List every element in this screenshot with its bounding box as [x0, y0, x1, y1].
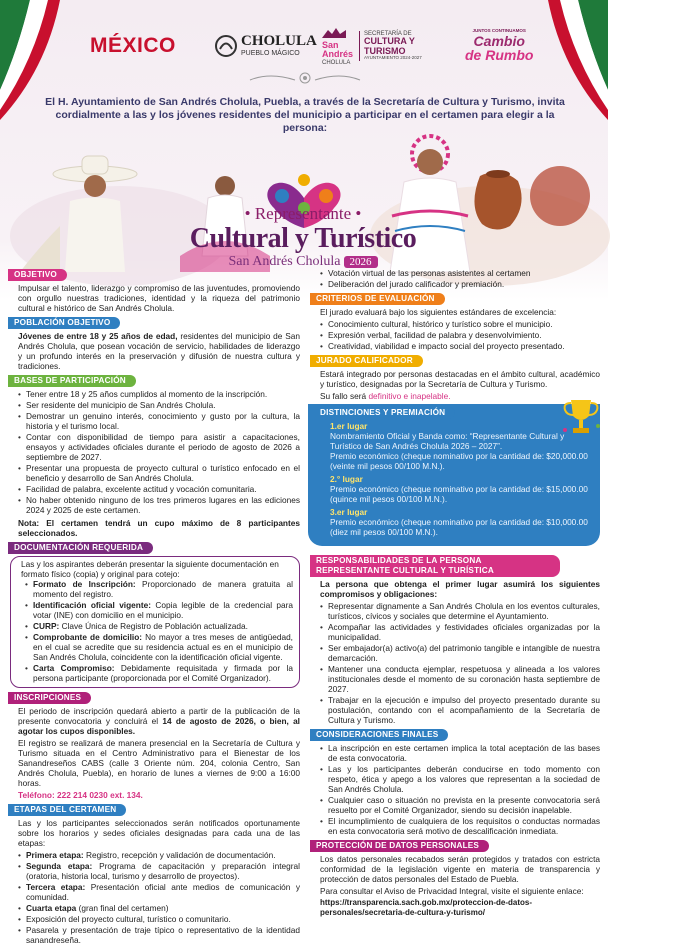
list-item: • Ser residente del municipio de San Andrés Cholula. [18, 400, 300, 410]
list-item [18, 903, 300, 913]
objetivo-header: OBJETIVO [8, 269, 67, 281]
etapa-key: Cuarta etapa [26, 903, 77, 913]
secretaria-logo-line4: AYUNTAMIENTO 2024-2027 [364, 55, 422, 61]
objetivo-section [8, 268, 300, 313]
datos-text: Los datos personales recabados serán protegidos y tratados con estricta conformidad de la legislación vigente en materia de transparencia y protección de datos personales del Estado de Puebla. [320, 854, 600, 884]
etapa-value: (gran final del certamen) [76, 903, 169, 913]
title-block [168, 204, 438, 270]
left-column [8, 268, 300, 948]
list-item: • No haber obtenido ninguno de los tres primeros lugares en las ediciones 2024 y 2025 de este certamen. [18, 495, 300, 515]
san-andres-emblem-icon [322, 26, 346, 38]
responsabilidades-section [310, 554, 600, 725]
objetivo-text: Impulsar el talento, liderazgo y compromiso de las juventudes, promoviendo con orgullo nuestras tradiciones, identidad y la riqueza del patrimonio cultural e histórico de San Andrés Cholula. [18, 283, 300, 313]
poblacion-section [8, 316, 300, 371]
list-item: • Trabajar en la ejecución e impulso del proyecto presentado durante su postulación, contando con el acompañamiento de la Secretaría de Cultura y Turismo. [320, 695, 600, 725]
consideraciones-header: CONSIDERACIONES FINALES [310, 729, 448, 741]
documentacion-header: DOCUMENTACIÓN REQUERIDA [8, 542, 153, 554]
cambio-logo-line2: Cambio [473, 32, 525, 49]
list-item [25, 579, 293, 599]
doc-item-key: Comprobante de domicilio: [33, 632, 143, 642]
list-item [18, 850, 300, 860]
secretaria-logo-line1: SECRETARÍA DE [364, 31, 412, 38]
title-year-badge: 2026 [344, 256, 378, 268]
title-top-line: • Representante • [244, 204, 362, 223]
prize-place: 3.er lugar [330, 507, 368, 517]
ornament-divider-icon [250, 66, 360, 90]
inscripciones-p1-text: El periodo de inscripción quedará abierto a partir de la publicación de la presente convocatoria y concluirá el [18, 706, 300, 726]
documentacion-section [8, 541, 300, 688]
title-main-line: Cultural y Turístico [189, 223, 417, 254]
poblacion-text [8, 331, 300, 371]
list-item: • La inscripción en este certamen implica la total aceptación de las bases de esta convocatoria. [320, 743, 600, 763]
etapas-intro: Las y los participantes seleccionados serán notificados oportunamente sobre los horarios y sedes oficiales designadas para cada una de las etapas: [18, 818, 300, 848]
list-item: • Expresión verbal, facilidad de palabra y desenvolvimiento. [320, 330, 600, 340]
datos-header: PROTECCIÓN DE DATOS PERSONALES [310, 840, 489, 852]
distinciones-section [308, 404, 600, 546]
criterios-header: CRITERIOS DE EVALUACIÓN [310, 293, 445, 305]
doc-item-value: Proporcionado de manera gratuita al momento del registro. [33, 579, 293, 599]
criterios-list [320, 319, 600, 351]
prize-second [330, 474, 592, 504]
inscripciones-header: INSCRIPCIONES [8, 692, 91, 704]
list-item: • Tener entre 18 y 25 años cumplidos al momento de la inscripción. [18, 389, 300, 399]
doc-item-key: CURP: [33, 621, 60, 631]
secretaria-logo-line2: CULTURA Y [364, 36, 415, 47]
list-item [25, 632, 293, 662]
poblacion-header: POBLACIÓN OBJETIVO [8, 317, 120, 329]
cholula-logo-subtitle: PUEBLO MÁGICO [241, 50, 300, 58]
list-item: • Creatividad, viabilidad e impacto social del proyecto presentado. [320, 341, 600, 351]
intro-text: El H. Ayuntamiento de San Andrés Cholula, Puebla, a través de la Secretaría de Cultura y Turismo, invita cordialmente a las y los jóvenes residentes del municipio a participar en el certamen para elegir a la persona: [45, 96, 565, 134]
etapa-value: Programa de capacitación y preparación integral (oratoria, historia local, turismo y desarrollo de proyectos). [26, 861, 301, 881]
list-item [25, 621, 293, 631]
cambio-de-rumbo-logo [465, 26, 533, 66]
san-andres-logo-line2: Andrés [322, 49, 354, 60]
documentacion-list [21, 579, 293, 683]
doc-item-value: Copia legible de la credencial para votar (INE) con domicilio en el municipio. [33, 600, 294, 620]
prize-description: Nombramiento Oficial y Banda como: “Representante Cultural y Turístico de San Andrés Cholula 2026 – 2027”. [330, 431, 565, 451]
consideraciones-section [310, 728, 600, 836]
cambio-logo-line3: de Rumbo [465, 47, 534, 64]
doc-item-value: Clave Única de Registro de Población actualizada. [59, 621, 248, 631]
responsabilidades-list [320, 601, 600, 725]
jurado-text2-emphasis: definitivo e inapelable. [368, 391, 451, 401]
etapa-value: Registro, recepción y validación de documentación. [83, 850, 276, 860]
list-item: • El incumplimiento de cualquiera de los requisitos o conductas normadas en esta convocatoria será motivo de descalificación inmediata. [320, 816, 600, 836]
list-item: • Deliberación del jurado calificador y premiación. [320, 279, 600, 289]
list-item [18, 861, 300, 881]
list-item: • Votación virtual de las personas asistentes al certamen [320, 268, 600, 278]
prize-third [330, 507, 592, 537]
list-item [25, 663, 293, 683]
trophy-icon [560, 396, 602, 440]
san-andres-logo [322, 26, 422, 66]
list-item: • Acompañar las actividades y festividades oficiales organizadas por la municipalidad. [320, 622, 600, 642]
consideraciones-list [320, 743, 600, 836]
title-municipality: San Andrés Cholula [228, 254, 341, 269]
bases-note: Nota: El certamen tendrá un cupo máximo de 8 participantes seleccionados. [18, 518, 300, 538]
mexico-logo [90, 26, 176, 66]
cholula-logo [214, 26, 317, 66]
inscripciones-phone: Teléfono: 222 214 0230 ext. 134. [18, 790, 143, 800]
list-item: • Representar dignamente a San Andrés Cholula en los eventos culturales, turísticos, cívicos y sociales que determine el Ayuntamiento. [320, 601, 600, 621]
list-item [25, 600, 293, 620]
etapa-value: Presentación oficial ante medios de comunicación y comunidad. [26, 882, 300, 902]
poblacion-bold-text: Jóvenes de entre 18 y 25 años de edad, [18, 331, 178, 341]
prize-amount: Premio económico (cheque nominativo por la cantidad de: $15,000.00 (quince mil pesos 00/100 M.N.). [330, 484, 588, 504]
jurado-text2-start: Su fallo será [320, 391, 369, 401]
jurado-text2 [320, 391, 600, 401]
privacy-link[interactable]: https://transparencia.sach.gob.mx/proteccion-de-datos-personales/secretaria-de-cultura-y-turismo/ [320, 898, 533, 917]
cambio-logo-line1: JUNTOS CONTINUAMOS [472, 27, 526, 33]
prize-first [330, 421, 592, 471]
jurado-header: JURADO CALIFICADOR [310, 355, 423, 367]
list-item: • Cualquier caso o situación no prevista en la presente convocatoria será resuelto por el Comité Organizador, siendo su decisión inapelable. [320, 795, 600, 815]
mexico-logo-text: MÉXICO [90, 34, 176, 57]
list-item: • Mantener una conducta ejemplar, respetuosa y alineada a los valores institucionales desde el momento de su coronación hasta septiembre de 2027. [320, 664, 600, 694]
datos-section [310, 839, 600, 918]
cholula-logo-title: CHOLULA [241, 33, 317, 50]
documentacion-intro: Las y los aspirantes deberán presentar la siguiente documentación en formato físico (copia) y original para cotejo: [21, 559, 279, 579]
prize-amount: Premio económico (cheque nominativo por la cantidad de: $10,000.00 (diez mil pesos 00/100 M.N.). [330, 517, 588, 537]
responsabilidades-header: RESPONSABILIDADES DE LA PERSONA REPRESENTANTE CULTURAL Y TURÍSTICA [310, 555, 560, 577]
bases-section [8, 374, 300, 538]
criterios-intro: El jurado evaluará bajo los siguientes estándares de excelencia: [320, 307, 557, 317]
criterios-section [310, 292, 600, 351]
san-andres-logo-line1: San [322, 39, 339, 50]
doc-item-key: Identificación oficial vigente: [33, 600, 152, 610]
bases-header: BASES DE PARTICIPACIÓN [8, 375, 136, 387]
right-column [310, 268, 600, 921]
distinciones-header: DISTINCIONES Y PREMIACIÓN [320, 407, 455, 419]
etapa-key: Tercera etapa: [26, 882, 86, 892]
jurado-text: Estará integrado por personas destacadas en el ámbito cultural, académico y turístico, designadas por la Secretaría de Cultura y Turismo. [320, 369, 600, 389]
etapa-key: Segunda etapa: [26, 861, 93, 871]
etapa-key: Primera etapa: [26, 850, 84, 860]
prize-place: 2.° lugar [330, 474, 363, 484]
prize-amount: Premio económico (cheque nominativo por la cantidad de: $20,000.00 (veinte mil pesos 00/100 M.N.). [330, 451, 588, 471]
logo-bar [90, 26, 538, 66]
list-item [18, 882, 300, 902]
inscripciones-p1-date: 14 de agosto de 2026, o bien, al agotar los cupos disponibles. [18, 716, 300, 736]
inscripciones-section [8, 691, 300, 800]
poblacion-rest-text: residentes del municipio de San Andrés Cholula, que posean vocación de servicio, habilidades de liderazgo y un profundo interés en la preservación y difusión de nuestra cultura y tradiciones. [18, 331, 300, 371]
bases-list [18, 389, 300, 515]
prize-place: 1.er lugar [330, 421, 368, 431]
cholula-emblem-icon [214, 34, 238, 58]
doc-item-key: Formato de Inscripción: [33, 579, 136, 589]
san-andres-logo-line3: CHOLULA [322, 59, 351, 66]
etapas-list [18, 850, 300, 945]
doc-item-value: No mayor a tres meses de antigüedad, en el cual se acredite que su residencia actual es en el municipio de San Andrés Cholula, coincidente con la identificación oficial vigente. [33, 632, 293, 662]
etapas-continued [310, 268, 600, 289]
list-item: • Contar con disponibilidad de tiempo para asistir a capacitaciones, ensayos y actividades oficiales durante el periodo de agosto de 2026 a septiembre de 2027. [18, 432, 300, 462]
list-item: • Facilidad de palabra, excelente actitud y vocación comunitaria. [18, 484, 300, 494]
etapas-header: ETAPAS DEL CERTAMEN [8, 804, 126, 816]
list-item: • Conocimiento cultural, histórico y turístico sobre el municipio. [320, 319, 600, 329]
list-item: • Exposición del proyecto cultural, turístico o comunitario. [18, 914, 300, 924]
inscripciones-p2: El registro se realizará de manera presencial en la Secretaría de Cultura y Turismo situada en el Centro Administrativo para el Bienestar de los Sanandreseños CABS (calle 3 Oriente núm. 204, colonia Centro, San Andrés Cholula, Puebla), en horario de lunes a viernes de 9:00 a 16:00 horas. [18, 738, 300, 788]
list-item: • Demostrar un genuino interés, conocimiento y gusto por la cultura, la historia y el turismo local. [18, 411, 300, 431]
list-item: • Ser embajador(a) activo(a) del patrimonio tangible e intangible de nuestra demarcación. [320, 643, 600, 663]
list-item: • Presentar una propuesta de proyecto cultural o turístico enfocado en el beneficio y desarrollo de San Andrés Cholula. [18, 463, 300, 483]
doc-item-value: Debidamente requisitada y firmada por la persona participante (proporcionada por el Comité Organizador). [33, 663, 293, 683]
datos-text2: Para consultar el Aviso de Privacidad Integral, visite el siguiente enlace: [320, 886, 584, 896]
jurado-section [310, 354, 600, 401]
etapas-continued-list [310, 268, 600, 289]
doc-item-key: Carta Compromiso: [33, 663, 115, 673]
list-item: • Pasarela y presentación de traje típico o representativo de la identidad sanandreseña. [18, 925, 300, 945]
secretaria-logo-line3: TURISMO [364, 45, 406, 56]
etapas-section [8, 803, 300, 945]
responsabilidades-intro: La persona que obtenga el primer lugar asumirá los siguientes compromisos y obligaciones: [320, 579, 600, 599]
list-item: • Las y los participantes deberán conducirse en todo momento con respeto, ética y apego a los valores que representan a la sociedad de San Andrés Cholula. [320, 764, 600, 794]
inscripciones-p1 [18, 706, 300, 736]
documentacion-box [10, 556, 300, 688]
